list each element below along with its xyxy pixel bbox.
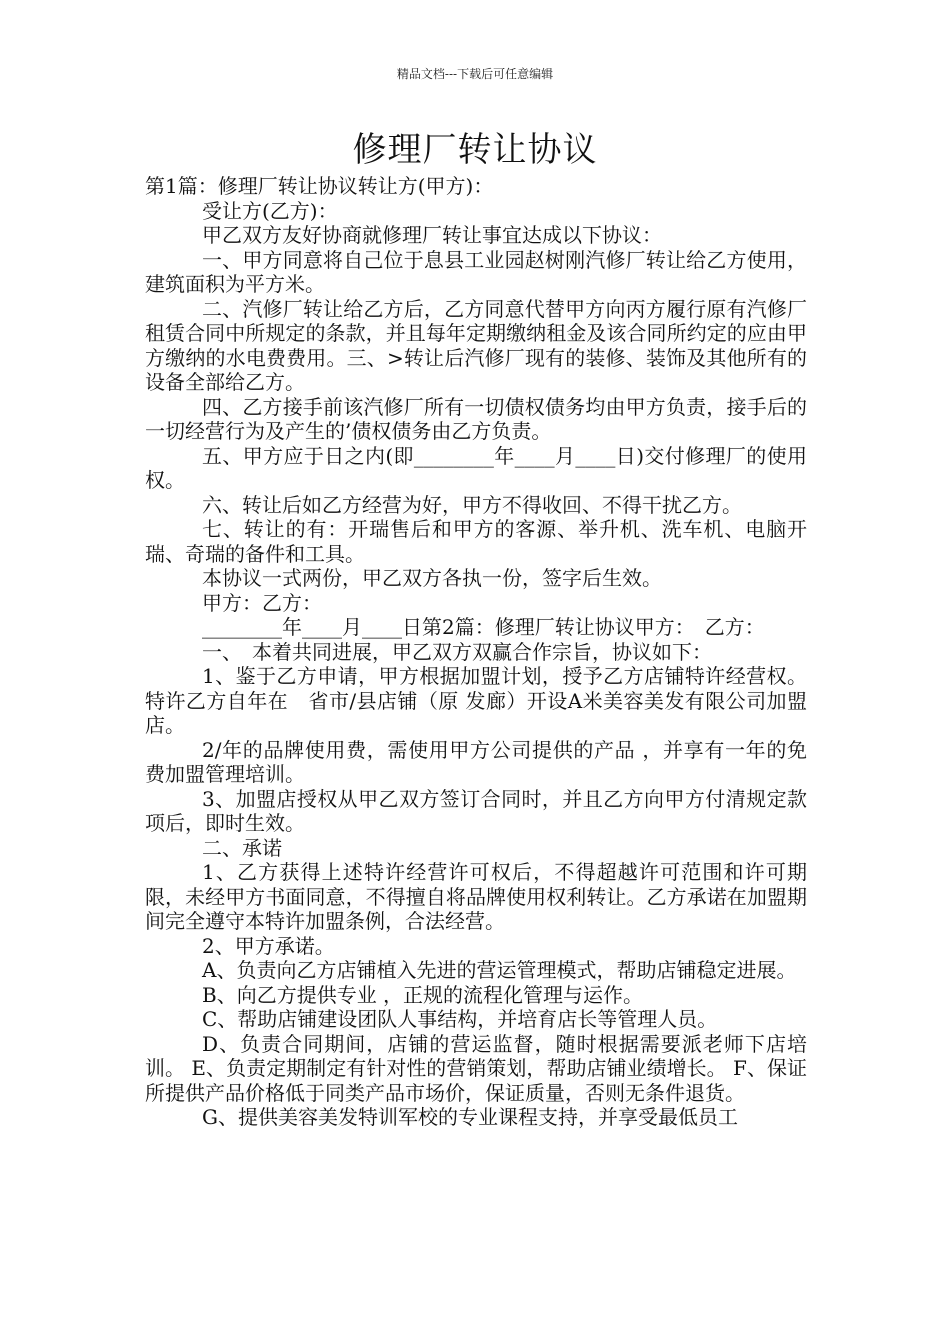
- paragraph: 受让方(乙方)：: [202, 198, 338, 223]
- paragraph: 甲方：乙方：: [202, 590, 322, 615]
- paragraph: G、提供美容美发特训军校的专业课程支持，并享受最低员工: [202, 1105, 738, 1129]
- paragraph: 一、甲方同意将自己位于息县工业园赵树刚汽修厂转让给乙方使用，建筑面积为平方米。: [145, 247, 807, 296]
- paragraph: 2、甲方承诺。: [202, 933, 335, 958]
- paragraph: D、负责合同期间，店铺的营运监督，随时根据需要派老师下店培训。 E、负责定期制定有针对性的营销策划，帮助店铺业绩增长。 F、保证所提供产品价格低于同类产品市场价，保证质量，否则无条件退货。: [145, 1031, 807, 1105]
- paragraph: ________年____月____日第2篇：修理厂转让协议甲方： 乙方：: [202, 615, 765, 639]
- paragraph: 二、汽修厂转让给乙方后，乙方同意代替甲方向丙方履行原有汽修厂租赁合同中所规定的条款，并且每年定期缴纳租金及该合同所约定的应由甲方缴纳的水电费费用。三、>转让后汽修厂现有的装修、装饰及其他所有的设备全部给乙方。: [145, 296, 807, 394]
- paragraph: 1、鉴于乙方申请，甲方根据加盟计划，授予乙方店铺特许经营权。特许乙方自年在 省市/县店铺（原 发廊）开设A米美容美发有限公司加盟店。: [145, 664, 807, 737]
- paragraph: 七、转让的有：开瑞售后和甲方的客源、举升机、洗车机、电脑开瑞、奇瑞的备件和工具。: [145, 517, 807, 566]
- document-body: [145, 174, 807, 1130]
- paragraph: A、负责向乙方店铺植入先进的营运管理模式，帮助店铺稳定进展。: [202, 958, 797, 982]
- paragraph: 一、 本着共同进展，甲乙双方双赢合作宗旨，协议如下：: [202, 639, 712, 664]
- document-title: 修理厂转让协议: [352, 130, 598, 170]
- paragraph: 五、甲方应于日之内(即________年____月____日)交付修理厂的使用权。: [145, 443, 807, 492]
- paragraph: 甲乙双方友好协商就修理厂转让事宜达成以下协议：: [202, 223, 662, 247]
- paragraph: 2/年的品牌使用费，需使用甲方公司提供的产品 ，并享有一年的免费加盟管理培训。: [145, 737, 807, 786]
- paragraph: B、向乙方提供专业 ，正规的流程化管理与运作。: [202, 982, 644, 1007]
- paragraph: 二、承诺: [202, 835, 282, 860]
- paragraph: 四、乙方接手前该汽修厂所有一切债权债务均由甲方负责，接手后的一切经营行为及产生的’债权债务由乙方负责。: [145, 394, 807, 443]
- paragraph: 3、加盟店授权从甲乙双方签订合同时，并且乙方向甲方付清规定款项后，即时生效。: [145, 786, 807, 835]
- paragraph: 第1篇：修理厂转让协议转让方(甲方)：: [145, 174, 494, 198]
- page-header: 精品文档---下载后可任意编辑: [396, 67, 554, 81]
- paragraph: 六、转让后如乙方经营为好，甲方不得收回、不得干扰乙方。: [202, 492, 742, 517]
- paragraph: 1、乙方获得上述特许经营许可权后，不得超越许可范围和许可期限，未经甲方书面同意，不得擅自将品牌使用权利转让。乙方承诺在加盟期间完全遵守本特许加盟条例，合法经营。: [145, 860, 807, 933]
- paragraph: 本协议一式两份，甲乙双方各执一份，签字后生效。: [202, 566, 662, 590]
- paragraph: C、帮助店铺建设团队人事结构，并培育店长等管理人员。: [202, 1007, 718, 1031]
